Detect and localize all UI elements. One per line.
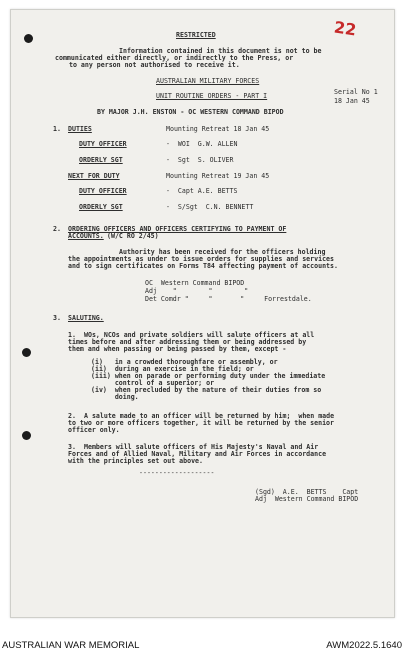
exception-item: (iii) when on parade or performing duty under the immediate <box>91 372 326 380</box>
saluting-para-3-number: 3. <box>68 443 76 451</box>
appointment-line: Det Comdr " " " Forrestdale. <box>145 295 312 303</box>
duty-row-value: - Capt A.E. BETTS <box>166 187 238 195</box>
notice-line-1: Information contained in this document is not to be <box>119 47 322 55</box>
archive-footer <box>0 638 406 653</box>
saluting-para-1-number: 1. <box>68 331 76 339</box>
org-heading: AUSTRALIAN MILITARY FORCES <box>156 77 260 85</box>
section-2-para-line: Authority has been received for the officers holding <box>119 248 326 256</box>
document-page <box>10 9 395 618</box>
mounting-retreat-18: Mounting Retreat 18 Jan 45 <box>166 125 270 133</box>
section-2-title-line-1: ORDERING OFFICERS AND OFFICERS CERTIFYING TO PAYMENT OF <box>68 225 287 233</box>
punch-hole-bottom <box>22 431 31 440</box>
duty-row-label: ORDERLY SGT <box>79 203 123 211</box>
section-3-number: 3. <box>53 314 61 322</box>
signature-line-2: Adj Western Command BIPOD <box>255 495 359 503</box>
notice-line-3: to any person not authorised to receive it. <box>69 61 240 69</box>
appointment-line: OC Western Command BIPOD <box>145 279 245 287</box>
saluting-para-2-line: A salute made to an officer will be returned by him; when made <box>84 412 335 420</box>
saluting-para-3-line: with the principles set out above. <box>68 457 203 465</box>
exception-item: control of a superior; or <box>91 379 215 387</box>
duty-row-label: DUTY OFFICER <box>79 187 127 195</box>
duty-row-value: - S/Sgt C.N. BENNETT <box>166 203 254 211</box>
issuing-officer: BY MAJOR J.H. ENSTON - OC WESTERN COMMAND BIPOD <box>97 108 284 116</box>
section-2-para-line: the appointments as under to issue orders for supplies and services <box>68 255 334 263</box>
exception-item: (iv) when precluded by the nature of their duties from so <box>91 386 322 394</box>
archive-name: AUSTRALIAN WAR MEMORIAL <box>2 640 140 651</box>
exception-item: (ii) during an exercise in the field; or <box>91 365 254 373</box>
punch-hole-top <box>24 34 33 43</box>
archive-reference: AWM2022.5.1640 <box>326 640 402 651</box>
duty-row-label: DUTY OFFICER <box>79 140 127 148</box>
separator-line: ------------------- <box>139 469 215 477</box>
saluting-para-1-line: times before and after addressing them or being addressed by <box>68 338 307 346</box>
exception-item: doing. <box>91 393 139 401</box>
signature-line-1: (Sgd) A.E. BETTS Capt <box>255 488 359 496</box>
saluting-para-1-line: WOs, NCOs and private soldiers will salute officers at all <box>84 331 315 339</box>
duty-row-label: NEXT FOR DUTY <box>68 172 120 180</box>
orders-heading: UNIT ROUTINE ORDERS - PART I <box>156 92 268 100</box>
saluting-para-3-line: Members will salute officers of His Majesty's Naval and Air <box>84 443 319 451</box>
section-1-number: 1. <box>53 125 61 133</box>
notice-line-2: communicated either directly, or indirectly to the Press, or <box>55 54 294 62</box>
appointment-line: Adj " " " <box>145 287 249 295</box>
saluting-para-2-line: officer only. <box>68 426 120 434</box>
section-1-title: DUTIES <box>68 125 92 133</box>
handwritten-page-number: 22 <box>332 17 358 40</box>
serial-number: Serial No 1 <box>334 88 378 96</box>
punch-hole-middle <box>22 348 31 357</box>
duty-row-value: - Sgt S. OLIVER <box>166 156 234 164</box>
section-2-number: 2. <box>53 225 61 233</box>
duty-row-label: ORDERLY SGT <box>79 156 123 164</box>
saluting-para-2-line: to two or more officers together, it will be returned by the senior <box>68 419 334 427</box>
saluting-para-3-line: Forces and of Allied Naval, Military and Air Forces in accordance <box>68 450 327 458</box>
duty-row-value: Mounting Retreat 19 Jan 45 <box>166 172 270 180</box>
exception-item: (i) in a crowded thoroughfare or assembly, or <box>91 358 278 366</box>
restricted-heading: RESTRICTED <box>176 31 216 39</box>
order-date: 18 Jan 45 <box>334 97 370 105</box>
saluting-para-1-line: them and when passing or being passed by them, except - <box>68 345 287 353</box>
section-2-para-line: and to sign certificates on Forms T84 affecting payment of accounts. <box>68 262 338 270</box>
duty-row-value: - WOI G.W. ALLEN <box>166 140 238 148</box>
saluting-para-2-number: 2. <box>68 412 76 420</box>
section-2-reference: (W/C RO 2/45) <box>107 232 159 240</box>
section-3-title: SALUTING. <box>68 314 104 322</box>
section-2-title-line-2: ACCOUNTS. <box>68 232 104 240</box>
